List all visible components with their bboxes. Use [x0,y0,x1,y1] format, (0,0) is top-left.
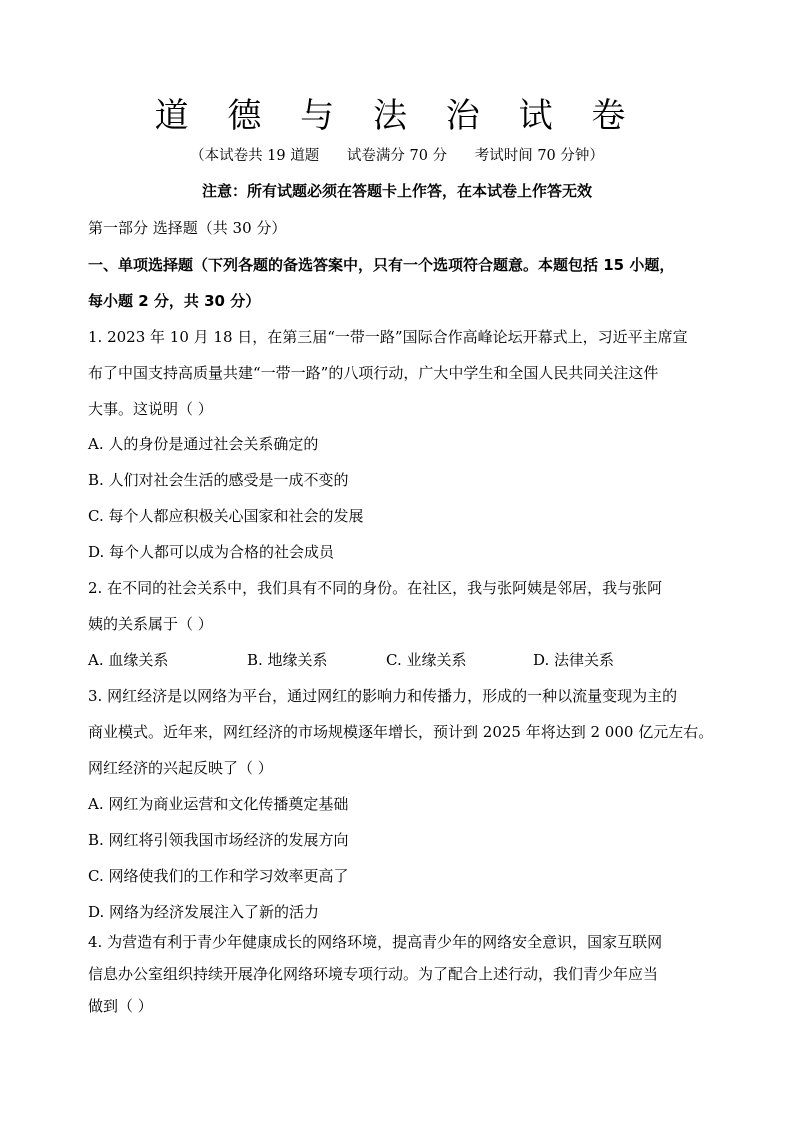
question-3-line-3: 网红经济的兴起反映了（ ） [88,759,273,777]
exam-notice: 注意：所有试题必须在答题卡上作答，在本试卷上作答无效 [201,182,592,200]
section-heading-line-2: 每小题 2 分，共 30 分） [88,292,261,310]
exam-title: 道 德 与 法 治 试 卷 [154,96,640,136]
question-2-line-2: 姨的关系属于（ ） [88,615,213,633]
question-2-option-b: B. 地缘关系 [247,651,328,669]
question-2-option-a: A. 血缘关系 [88,651,169,669]
question-1-option-c: C. 每个人都应积极关心国家和社会的发展 [88,507,364,525]
question-1-line-2: 布了中国支持高质量共建“一带一路”的八项行动，广大中学生和全国人民共同关注这件 [88,364,659,382]
question-1-line-1: 1. 2023 年 10 月 18 日，在第三届“一带一路”国际合作高峰论坛开幕式上，习近平主席宣 [88,328,688,346]
question-4-line-3: 做到（ ） [88,997,153,1015]
question-1-option-b: B. 人们对社会生活的感受是一成不变的 [88,471,349,489]
question-4-line-2: 信息办公室组织持续开展净化网络环境专项行动。为了配合上述行动，我们青少年应当 [88,965,659,983]
part-heading: 第一部分 选择题（共 30 分） [88,219,287,237]
question-2-option-c: C. 业缘关系 [386,651,467,669]
question-2-line-1: 2. 在不同的社会关系中，我们具有不同的身份。在社区，我与张阿姨是邻居，我与张阿 [88,579,663,597]
question-3-option-d: D. 网络为经济发展注入了新的活力 [88,903,320,921]
question-1-line-3: 大事。这说明（ ） [88,400,213,418]
question-3-option-c: C. 网络使我们的工作和学习效率更高了 [88,867,349,885]
question-3-line-2: 商业模式。近年来，网红经济的市场规模逐年增长，预计到 2025 年将达到 2 000 亿元左右。 [88,723,714,741]
section-heading-line-1: 一、单项选择题（下列各题的备选答案中，只有一个选项符合题意。本题包括 15 小题， [88,256,675,274]
question-3-option-b: B. 网红将引领我国市场经济的发展方向 [88,831,349,849]
question-3-option-a: A. 网红为商业运营和文化传播奠定基础 [88,795,349,813]
exam-info: （本试卷共 19 道题 试卷满分 70 分 考试时间 70 分钟） [190,148,604,164]
question-4-line-1: 4. 为营造有利于青少年健康成长的网络环境，提高青少年的网络安全意识，国家互联网 [88,933,663,951]
question-2-option-d: D. 法律关系 [533,651,615,669]
question-1-option-a: A. 人的身份是通过社会关系确定的 [88,435,319,453]
question-3-line-1: 3. 网红经济是以网络为平台，通过网红的影响力和传播力，形成的一种以流量变现为主的 [88,687,678,705]
question-1-option-d: D. 每个人都可以成为合格的社会成员 [88,543,335,561]
